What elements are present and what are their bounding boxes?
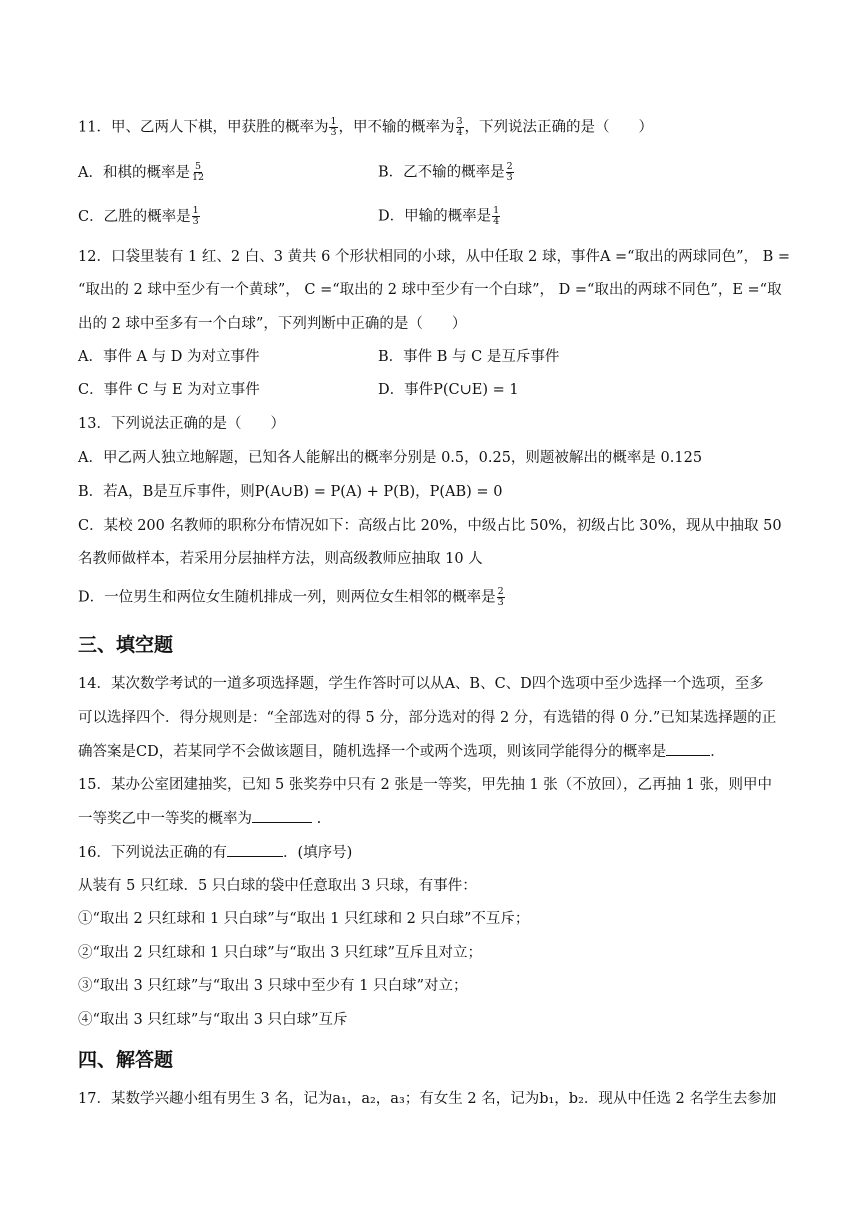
question-11-options-ab <box>78 162 798 183</box>
question-15-line-2: 一等奖乙中一等奖的概率为 . <box>78 808 798 829</box>
question-15-line-1: 15．某办公室团建抽奖，已知 5 张奖券中只有 2 张是一等奖，甲先抽 1 张（不放回），乙再抽 1 张，则甲中 <box>78 777 772 793</box>
question-11-stem: 11．甲、乙两人下棋，甲获胜的概率为 $\frac{1}{3}$ ，甲不输的概率为 $\frac{3}{4}$ ，下列说法正确的是（ ） <box>78 116 654 138</box>
question-12-options-cd <box>78 380 798 400</box>
option-c-line-1: C．某校 200 名教师的职称分布情况如下：高级占比 20%，中级占比 50%，初级占比 30%，现从中抽取 50 <box>78 518 782 534</box>
option-d: D．甲输的概率是 $\frac{1}{4}$ <box>378 205 500 227</box>
option-b: B．若A，B是互斥事件，则P(A∪B) = P(A) + P(B)，P(AB) = 0 <box>78 484 503 500</box>
statement-4: ④“取出 3 只红球”与“取出 3 只白球”互斥 <box>78 1012 348 1028</box>
option-c: C．乙胜的概率是 $\frac{1}{3}$ <box>78 205 199 227</box>
question-14-line-3: 确答案是CD，若某同学不会做该题目，随机选择一个或两个选项，则该同学能得分的概率是 ． <box>78 741 798 762</box>
answer-blank[interactable] <box>227 842 283 857</box>
question-13-stem: 13．下列说法正确的是（ ） <box>78 416 285 432</box>
question-16-intro: 从装有 5 只红球．5 只白球的袋中任意取出 3 只球，有事件： <box>78 878 477 894</box>
option-c: C．事件 C 与 E 为对立事件 <box>78 382 260 398</box>
fraction: $\frac{3}{4}$ <box>456 116 463 138</box>
option-d: D．事件P(C∪E) = 1 <box>378 382 519 398</box>
option-d: D．一位男生和两位女生随机排成一列，则两位女生相邻的概率是 $\frac{2}{3}$ <box>78 586 504 608</box>
fraction: $\frac{2}{3}$ <box>497 586 504 608</box>
option-c-line-2: 名教师做样本，若采用分层抽样方法，则高级教师应抽取 10 人 <box>78 551 483 567</box>
option-a: A．事件 A 与 D 为对立事件 <box>78 349 260 365</box>
question-14-line-1: 14．某次数学考试的一道多项选择题，学生作答时可以从A、B、C、D四个选项中至少选择一个选项，至多 <box>78 676 764 692</box>
question-12-line-3: 出的 2 球中至多有一个白球”，下列判断中正确的是（ ） <box>78 316 467 332</box>
answer-blank[interactable] <box>666 741 710 756</box>
section-heading-solutions: 四、解答题 <box>78 1049 174 1071</box>
question-16-stem: 16．下列说法正确的有 ．(填序号) <box>78 842 798 863</box>
question-14-line-2: 可以选择四个．得分规则是：“全部选对的得 5 分，部分选对的得 2 分，有选错的得 0 分.”已知某选择题的正 <box>78 710 777 726</box>
option-b: B．乙不输的概率是 $\frac{2}{3}$ <box>378 161 513 183</box>
section-heading-fill-in: 三、填空题 <box>78 634 174 656</box>
statement-3: ③“取出 3 只红球”与“取出 3 只球中至少有 1 只白球”对立； <box>78 978 468 994</box>
question-12-line-2: “取出的 2 球中至少有一个黄球”， C =“取出的 2 球中至少有一个白球”， D =“取出的两球不同色”，E =“取 <box>78 282 782 298</box>
question-12-options-ab <box>78 347 798 367</box>
option-a: A．甲乙两人独立地解题，已知各人能解出的概率分别是 0.5，0.25，则题被解出的概率是 0.125 <box>78 450 703 466</box>
question-17-line-1: 17．某数学兴趣小组有男生 3 名，记为a₁，a₂，a₃；有女生 2 名，记为b₁，b₂．现从中任选 2 名学生去参加 <box>78 1091 777 1107</box>
statement-1: ①“取出 2 只红球和 1 只白球”与“取出 1 只红球和 2 只白球”不互斥； <box>78 911 530 927</box>
question-12-line-1: 12．口袋里装有 1 红、2 白、3 黄共 6 个形状相同的小球，从中任取 2 球，事件A =“取出的两球同色”， B = <box>78 249 791 265</box>
statement-2: ②“取出 2 只红球和 1 只白球”与“取出 3 只红球”互斥且对立； <box>78 945 482 961</box>
option-b: B．事件 B 与 C 是互斥事件 <box>378 349 560 365</box>
answer-blank[interactable] <box>252 808 312 823</box>
question-11-options-cd <box>78 206 798 227</box>
fraction: $\frac{1}{3}$ <box>330 116 337 138</box>
option-a: A．和棋的概率是 $\frac{5}{12}$ <box>78 161 205 183</box>
